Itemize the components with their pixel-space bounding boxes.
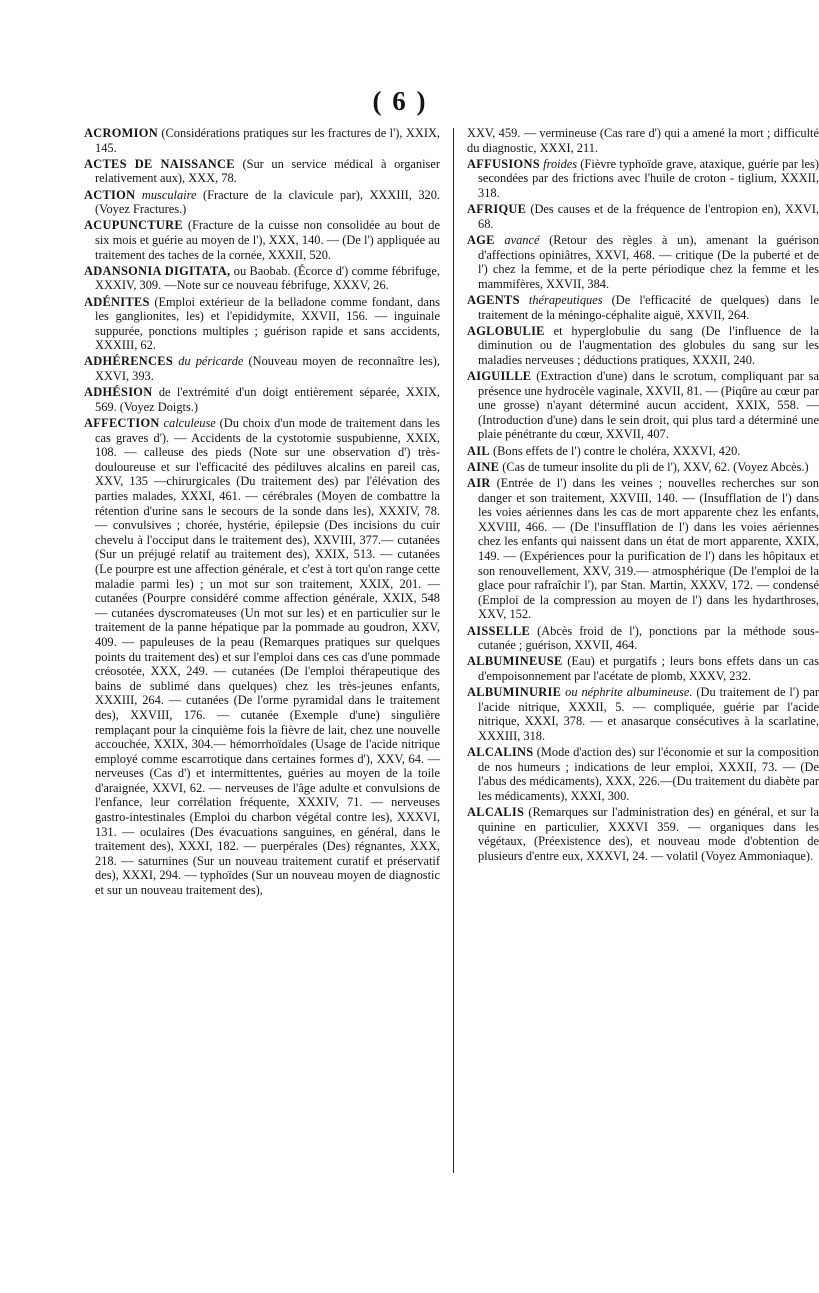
index-entry: [84, 126, 440, 155]
entry-qualifier: calculeuse: [159, 416, 216, 431]
index-entry: [467, 476, 819, 622]
index-entry: [467, 293, 819, 322]
entry-text: de l'extrémité d'un doigt entièrement séparée, XXIX, 569. (Voyez Doigts.): [95, 385, 440, 414]
entry-headword: AIGUILLE: [467, 369, 532, 384]
column-right: [467, 126, 819, 865]
entry-text: (Abcès froid de l'), ponctions par la méthode sous-cutanée ; guérison, XXVII, 464.: [478, 623, 819, 653]
entry-text: (Remarques sur l'administration des) en général, et sur la quinine en particulier, XXXVI 359. — organiques dans les végétaux, (Préexistence des), et nouveau mode d'obtention de plusieurs d'entre eux, XXXVI, 24. — volatil (Voyez Ammoniaque).: [478, 805, 819, 863]
entry-text: et hyperglobulie du sang (De l'influence de la diminution ou de l'augmentation des globules du sang sur les maladies nerveuses ; déductions pratiques, XXXII, 240.: [478, 323, 819, 367]
entry-headword: ALCALINS: [467, 745, 534, 760]
entry-headword: AGE: [467, 232, 495, 247]
entry-text: (Considérations pratiques sur les fractures de l'), XXIX, 145.: [95, 126, 440, 155]
entry-text: (Des causes et de la fréquence de l'entropion en), XXVI, 68.: [478, 202, 819, 231]
entry-text: (Eau) et purgatifs ; leurs bons effets dans un cas d'empoisonnement par l'acétate de plomb, XXXV, 232.: [478, 654, 819, 683]
entry-headword: AFFUSIONS: [467, 156, 540, 171]
index-entry: [467, 369, 819, 442]
index-entry: [467, 126, 819, 155]
index-entry: [467, 685, 819, 743]
entry-headword: AGENTS: [467, 292, 520, 307]
entry-text: (Fracture de la cuisse non consolidée au bout de six mois et guérie au moyen de l'), XXX, 140. — (De l') appliquée au traitement des taches de la cornée, XXXII, 520.: [95, 218, 440, 262]
index-entry: [467, 654, 819, 683]
index-entry: [467, 233, 819, 291]
entry-headword: AINE: [467, 459, 500, 474]
entry-text: (Retour des règles à un), amenant la guérison d'affections opiniâtres, XXVI, 468. — critique (De la puberté et de l') chez la femme, et de la perte périodique chez la femme et les mammifères, XXVII, 384.: [478, 232, 819, 291]
entry-headword: ACROMION: [84, 126, 158, 140]
entry-headword: ADHÉRENCES: [84, 354, 174, 369]
entry-text: (Du traitement de l') par l'acide nitrique, XXXII, 5. — compliquée, guérie par l'acide nitrique, XXXI, 378. — et anasarque consécutives à la scarlatine, XXXIII, 318.: [478, 685, 819, 743]
entry-qualifier: ou néphrite albumineuse.: [561, 685, 693, 700]
index-entry: [84, 354, 440, 383]
entry-text: XXV, 459. — vermineuse (Cas rare d') qui a amené la mort ; difficulté du diagnostic, XXXI, 211.: [467, 126, 819, 155]
entry-headword: AFRIQUE: [467, 202, 527, 217]
index-entry: [84, 157, 440, 186]
page-number: ( 6 ): [372, 86, 428, 116]
entry-qualifier: avancé: [494, 232, 540, 247]
entry-text: (Entrée de l') dans les veines ; nouvelles recherches sur son danger et son traitement, XXVIII, 140. — (Insufflation de l') dans les voies aériennes dans les cas de mort apparente chez les enfants, XXVIII, 466. — (De l'insufflation de l') dans les voies aériennes chez les enfants qui naissent dans un état de mort apparente, XXIX, 149. — (Expériences pour la purification de l') dans les hôpitaux et son renouvellement, XXV, 319.— atmosphérique (De l'emploi de la glace pour rafraîchir l'), par Stan. Martin, XXXV, 172. — condensé (Emploi de la compression au moyen de l') dans les hydarthroses, XXV, 152.: [478, 476, 819, 622]
entry-text: (Mode d'action des) sur l'économie et sur la composition de nos humeurs ; indications de leur emploi, XXXII, 73. — (De l'abus des médicaments), XXX, 226.—(Du traitement du diabète par les médicaments), XXXI, 300.: [478, 745, 819, 803]
entry-text: (Sur un service médical à organiser relativement aux), XXX, 78.: [95, 156, 441, 186]
index-entry: [84, 264, 440, 293]
entry-text: (Cas de tumeur insolite du pli de l'), XXV, 62. (Voyez Abcès.): [499, 459, 809, 474]
entry-text: (Extraction d'une) dans le scrotum, compliquant par sa présence une hydrocèle vaginale, XXVII, 81. — (Piqûre au cœur par une grosse) n'ayant déterminé aucun accident, XXIX, 558. — (Introduction d'une) dans le sein droit, qui plus tard a déterminé une plaie pénétrante du cœur, XXVII, 407.: [478, 369, 819, 442]
entry-headword: AIL: [467, 443, 490, 458]
entry-text: (Bons effets de l') contre le choléra, XXXVI, 420.: [489, 443, 741, 458]
entry-qualifier: du péricarde: [173, 354, 244, 369]
entry-headword: AGLOBULIE: [467, 323, 545, 338]
entry-headword: ALBUMINEUSE: [467, 654, 563, 669]
index-entry: [467, 157, 819, 201]
index-entry: [84, 385, 440, 414]
entry-qualifier: musculaire: [135, 187, 197, 202]
entry-text: (De l'efficacité de quelques) dans le traitement de la méningo-céphalite aiguë, XXVII, 264.: [478, 292, 819, 322]
entry-headword: ACTES DE NAISSANCE: [84, 156, 235, 171]
entry-headword: AFFECTION: [84, 416, 160, 431]
index-entry: [467, 805, 819, 863]
index-entry: [84, 416, 440, 898]
entry-text: (Fièvre typhoïde grave, ataxique, guérie par les) secondées par des frictions avec l'huile de croton - tiglium, XXXII, 318.: [478, 156, 819, 200]
entry-text: (Nouveau moyen de reconnaître les), XXVI, 393.: [95, 354, 440, 384]
index-entry: [467, 324, 819, 368]
index-entry: [84, 218, 440, 262]
entry-text: ou Baobab. (Écorce d') comme fébrifuge, XXXIV, 309. —Note sur ce nouveau fébrifuge, XXXV, 26.: [95, 263, 440, 293]
entry-headword: ACTION: [84, 187, 136, 202]
entry-text: (Du choix d'un mode de traitement dans les cas graves d'). — Accidents de la cystotomie suspubienne, XXIX, 108. — calleuse des pieds (Note sur une observation d') très-douloureuse et sur l'efficacité des pédiluves alcalins en pareil cas, XXV, 135 —chirurgicales (Du traitement des) par l'élévation des parties malades, XXXI, 461. — cérébrales (Moyen de combattre la rétention d'urine sans le secours de la sonde dans les), XXXIV, 78. — convulsives ; chorée, hystérie, épilepsie (Des incisions du cuir chevelu à l'occiput dans le traitement des), XXVIII, 377.— cutanées (Sur un préjugé relatif au traitement des), XXIX, 513. — cutanées (Le pourpre est une affection générale, et c'est à tort qu'on range cette maladie parmi les) ; un mot sur son traitement, XXIX, 201. — cutanées (Pourpre considéré comme affection générale, XXIX, 548 — cutanées dyscromateuses (Un mot sur les) et en particulier sur le traitement de la panne hépatique par la pommade au goudron, XXV, 409. — papuleuses de la peau (Remarques pratiques sur quelques points du traitement des) et sur l'emploi dans ces cas d'une pommade créosotée, XXX, 249. — cutanées (De l'emploi thérapeutique des bains de sublimé dans quelques) chez les très-jeunes enfants, XXXIII, 264. — cutanées (De l'orme pyramidal dans le traitement des), XXVIII, 176. — cutanée (Exemple d'une) singulière remplaçant pour la cinquième fois la fièvre de lait, chez une nouvelle accouchée, XXIX, 304.— hémorrhoïdales (Usage de l'acide nitrique employé comme escarrotique dans certaines formes d'), XXV, 64. — nerveuses (Cas d') et intermittentes, guéries au moyen de la toile d'araignée, XXVI, 62. — nerveuses de l'âge adulte et convulsions de l'enfance, leur corrélation fréquente, XXXIV, 71. — nerveuses gastro-intestinales (Emploi du charbon végétal contre les), XXXVI, 131. — oculaires (Des évacuations sanguines, en général, dans le traitement des), XXXI, 182. — puerpérales (Des) régnantes, XXX, 218. — saturnines (Sur un nouveau traitement curatif et préservatif des), XXXI, 294. — typhoïdes (Sur un nouveau moyen de diagnostic et sur un nouveau traitement des),: [95, 416, 440, 898]
index-entry: [84, 295, 440, 353]
column-divider: [453, 128, 454, 1173]
entry-headword: ADHÉSION: [84, 385, 153, 400]
entry-headword: ADÉNITES: [84, 294, 150, 309]
entry-qualifier: froides: [539, 156, 578, 171]
index-entry: [467, 460, 819, 475]
entry-text: (Emploi extérieur de la belladone comme fondant, dans les ganglionites, les) et l'epididymite, XXVII, 156. — inguinale suppurée, ponctions multiples ; guérison rapide et sans accidents, XXXIII, 62.: [95, 294, 440, 353]
entry-headword: ALCALIS: [467, 805, 525, 820]
index-entry: [84, 188, 440, 217]
entry-headword: AISSELLE: [467, 623, 531, 638]
entry-headword: ADANSONIA DIGITATA,: [84, 263, 231, 278]
index-entry: [467, 202, 819, 231]
entry-text: (Fracture de la clavicule par), XXXIII, 320. (Voyez Fractures.): [95, 187, 441, 217]
entry-qualifier: thérapeutiques: [519, 292, 603, 307]
entry-headword: ACUPUNCTURE: [84, 218, 183, 233]
index-entry: [467, 444, 819, 459]
entry-headword: ALBUMINURIE: [467, 685, 562, 700]
index-entry: [467, 745, 819, 803]
column-left: [84, 126, 440, 899]
index-entry: [467, 624, 819, 653]
entry-headword: AIR: [467, 476, 491, 490]
